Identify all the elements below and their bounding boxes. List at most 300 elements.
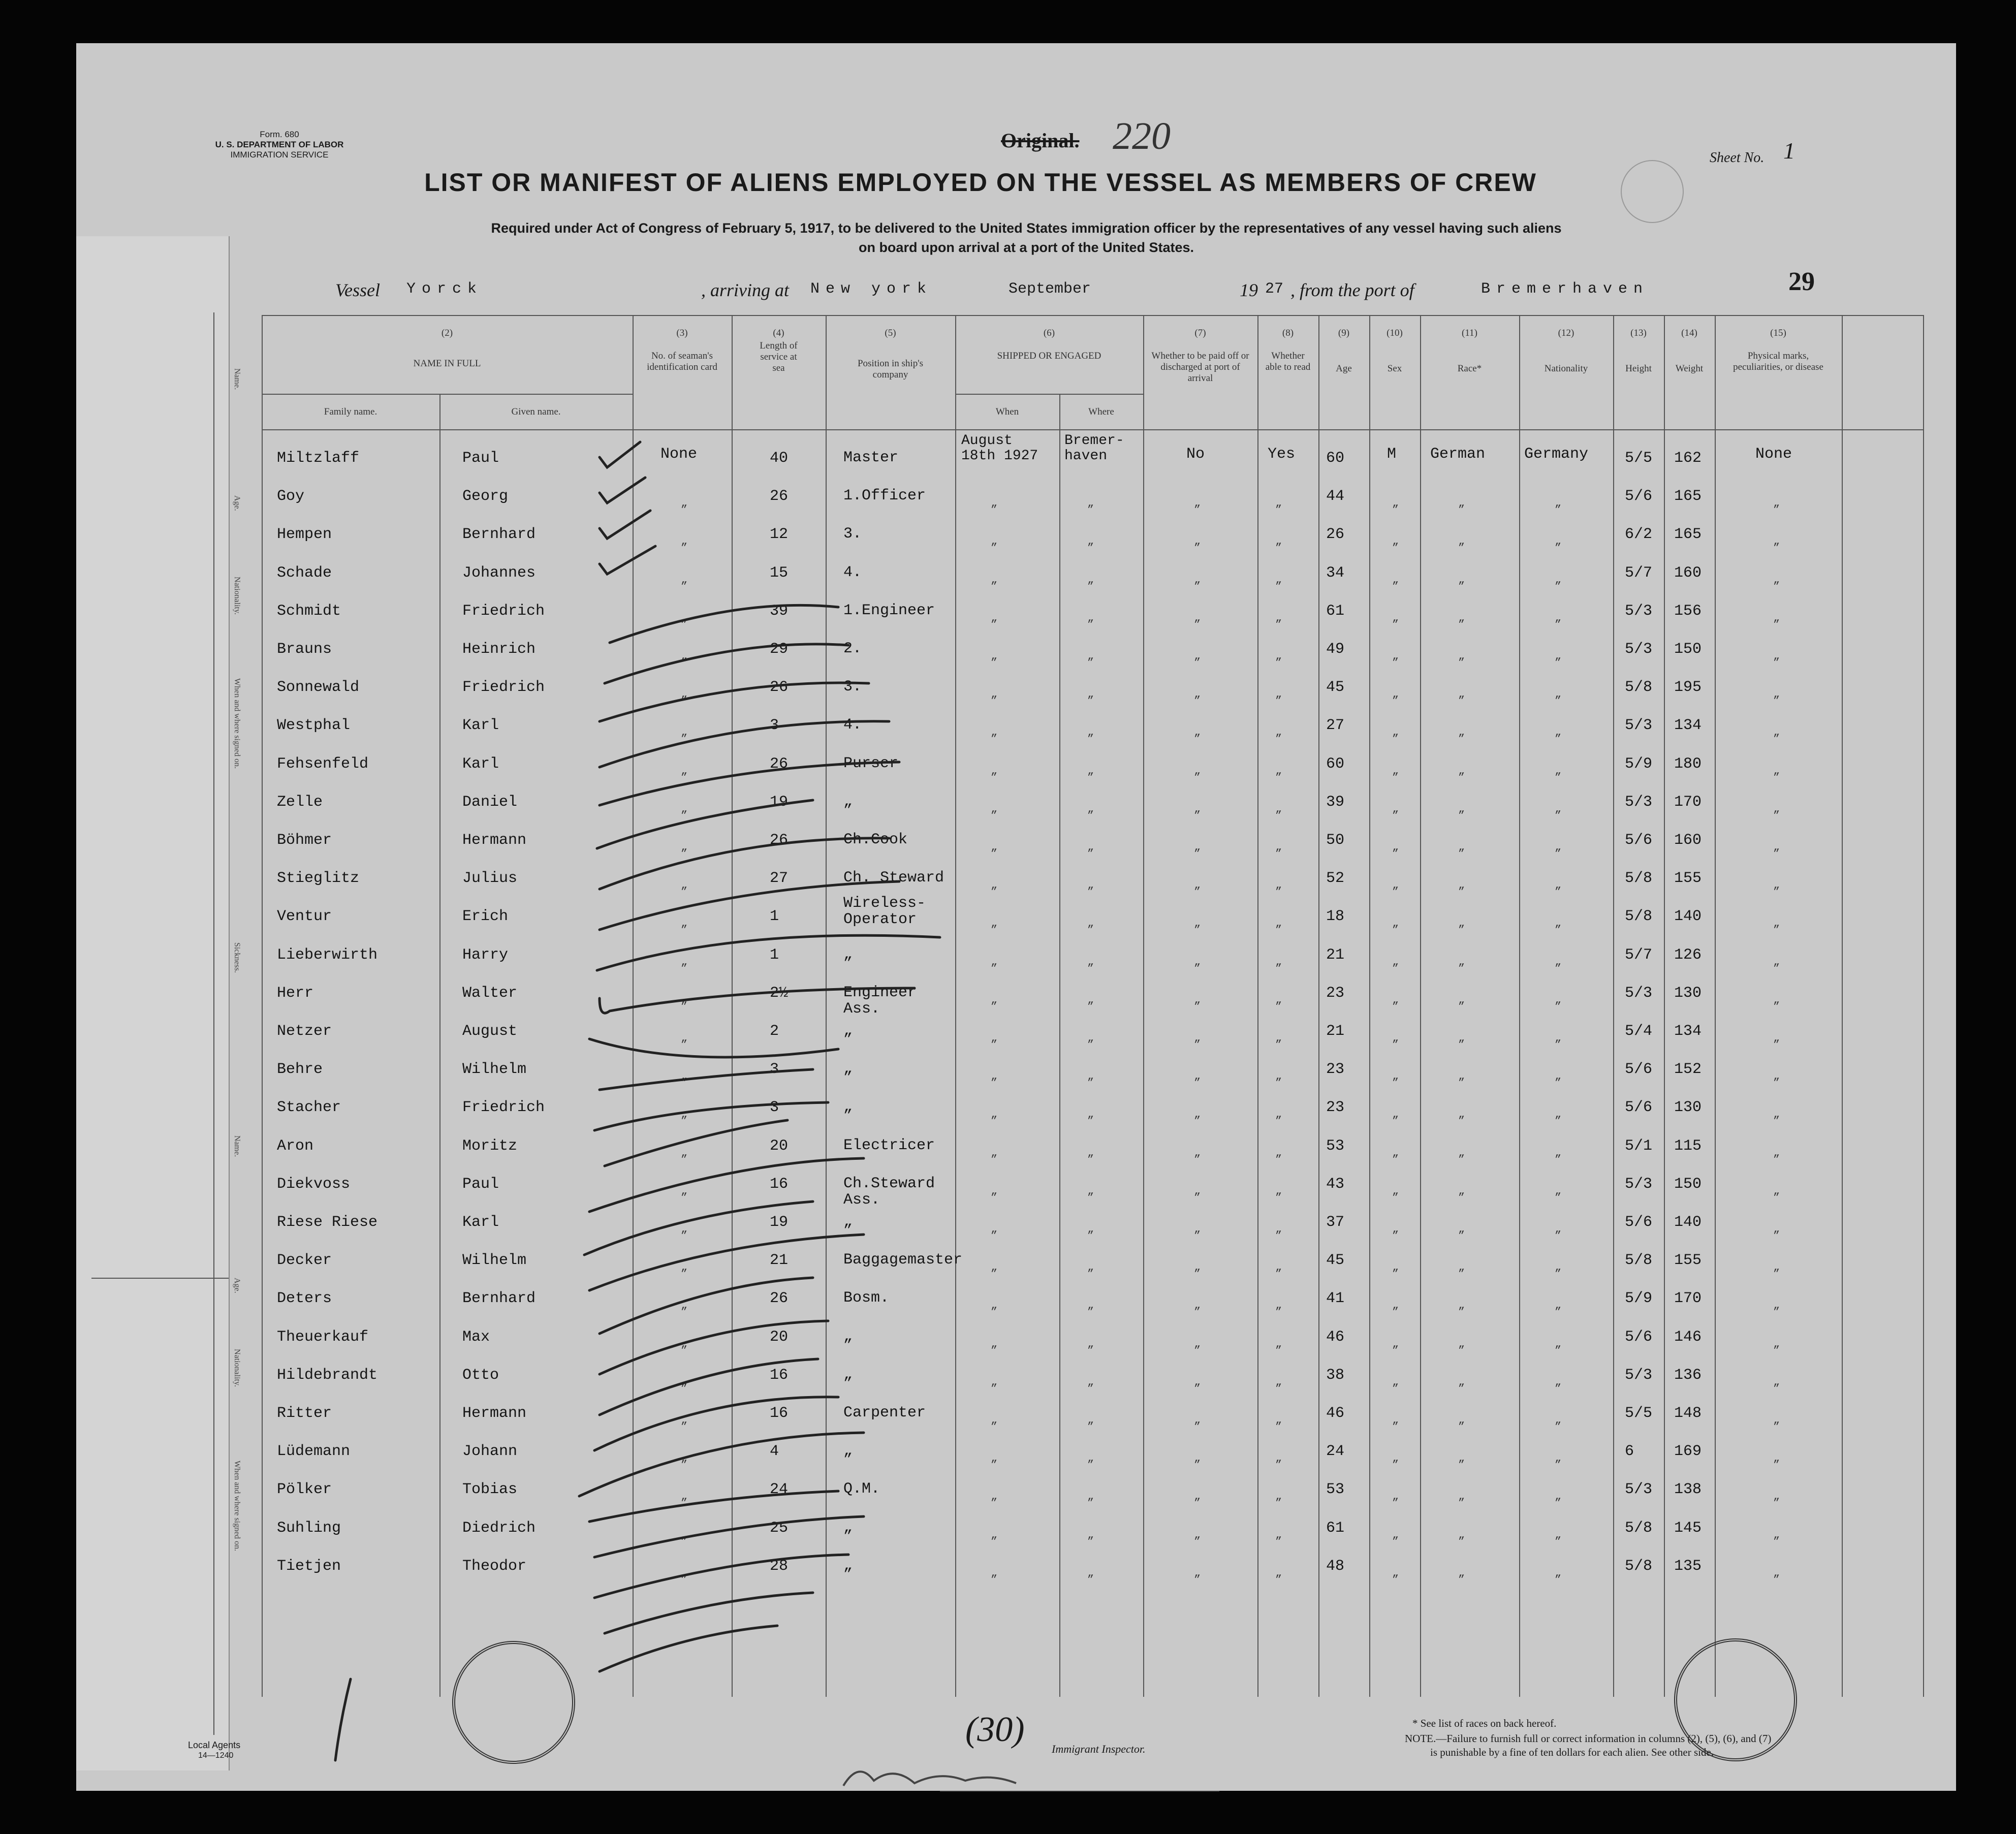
crew-position: Engineer Ass. (843, 984, 917, 1018)
side-label-nationality: Nationality. (233, 577, 241, 615)
ditto-mark: „ (1773, 802, 1780, 815)
ditto-mark: „ (1194, 955, 1201, 968)
ditto-mark: „ (1773, 1414, 1780, 1427)
ditto-mark: „ (1194, 650, 1201, 662)
crew-length: 20 (770, 1328, 789, 1346)
ditto-mark: „ (1555, 1375, 1562, 1388)
crew-weight: 165 (1674, 526, 1702, 544)
ditto-mark: „ (1458, 802, 1465, 815)
crew-given: Max (462, 1328, 490, 1346)
crew-given: Friedrich (462, 1099, 545, 1117)
ditto-mark: „ (1275, 1528, 1282, 1541)
crew-family: Ventur (277, 908, 332, 926)
crew-given: Bernhard (462, 1290, 536, 1308)
ditto-mark: „ (991, 802, 998, 815)
crew-age: 49 (1326, 641, 1345, 658)
col-header-paid-off: Whether to be paid off or discharged at port of arrival (1151, 351, 1249, 384)
ditto-mark: „ (1194, 879, 1201, 892)
ditto-mark: „ (1087, 650, 1094, 662)
ditto-mark: „ (1773, 1184, 1780, 1197)
ditto-mark: „ (1458, 955, 1465, 968)
ditto-mark: „ (1392, 535, 1399, 548)
ditto-mark: „ (1773, 1032, 1780, 1045)
ditto-mark: „ (1087, 1299, 1094, 1312)
inspector-line (940, 1791, 1219, 1792)
ditto-mark: „ (1275, 1566, 1282, 1579)
dept-name: U. S. DEPARTMENT OF LABOR (215, 140, 344, 149)
col-header-race: Race* (1457, 363, 1482, 374)
ditto-mark: „ (991, 1261, 998, 1274)
ditto-mark: „ (1194, 1261, 1201, 1274)
crew-weight: 145 (1674, 1519, 1702, 1537)
ditto-mark: „ (991, 611, 998, 624)
ditto-mark: „ (1275, 497, 1282, 510)
ditto-mark: „ (681, 1032, 688, 1045)
crew-family: Sonnewald (277, 679, 360, 697)
crew-length: 16 (770, 1366, 789, 1384)
crew-length: 26 (770, 679, 789, 697)
ditto-mark: „ (1555, 802, 1562, 815)
page-title: LIST OR MANIFEST OF ALIENS EMPLOYED ON THE VESSEL AS MEMBERS OF CREW (424, 168, 1537, 197)
ditto-mark: „ (1194, 1146, 1201, 1159)
crew-family: Pölker (277, 1481, 332, 1499)
ditto-mark: „ (991, 573, 998, 586)
ditto-mark: „ (1458, 1108, 1465, 1121)
ditto-mark: „ (1194, 802, 1201, 815)
ditto-mark: „ (1458, 650, 1465, 662)
ditto-mark: „ (1275, 1414, 1282, 1427)
col-header-family: Family name. (324, 406, 377, 417)
ditto-mark: „ (991, 1223, 998, 1236)
ditto-mark: „ (1458, 841, 1465, 853)
crew-position: „ (843, 1519, 853, 1536)
ditto-mark: „ (1194, 764, 1201, 777)
ditto-mark: „ (1194, 611, 1201, 624)
ditto-mark: „ (1458, 1566, 1465, 1579)
col-header-nationality: Nationality (1544, 363, 1588, 374)
crew-weight: 135 (1674, 1557, 1702, 1575)
ditto-mark: „ (1555, 1108, 1562, 1121)
crew-length: 26 (770, 755, 789, 773)
crew-length: 39 (770, 602, 789, 620)
ditto-mark: „ (681, 993, 688, 1006)
faint-circle-mark (1621, 160, 1684, 223)
ditto-mark: „ (1555, 841, 1562, 853)
crew-length: 27 (770, 870, 789, 888)
ditto-mark: „ (1194, 1299, 1201, 1312)
ditto-mark: „ (1087, 764, 1094, 777)
ditto-mark: „ (1275, 688, 1282, 701)
ditto-mark: „ (1773, 1452, 1780, 1465)
crew-family: Herr (277, 984, 314, 1002)
ditto-mark: „ (1773, 535, 1780, 548)
ditto-mark: „ (1392, 764, 1399, 777)
col-num-8: (8) (1282, 328, 1294, 338)
crew-position: Ch.Cook (843, 831, 908, 848)
crew-family: Fehsenfeld (277, 755, 369, 773)
crew-length: 19 (770, 1214, 789, 1231)
sheet-label: Sheet No. (1710, 150, 1765, 166)
ditto-mark: „ (1392, 611, 1399, 624)
crew-family: Stieglitz (277, 870, 360, 888)
ditto-mark: „ (681, 1108, 688, 1121)
crew-family: Westphal (277, 717, 351, 735)
crew-weight: 136 (1674, 1366, 1702, 1384)
crew-weight: 162 (1674, 450, 1702, 467)
ditto-mark: „ (1087, 841, 1094, 853)
col-header-weight: Weight (1675, 363, 1704, 374)
ditto-mark: „ (1555, 611, 1562, 624)
col-header-seaman-id: No. of seaman's identification card (647, 351, 717, 372)
crew-age: 53 (1326, 1481, 1345, 1499)
crew-given: Georg (462, 488, 509, 505)
ditto-mark: „ (991, 1375, 998, 1388)
ditto-mark: „ (1194, 1032, 1201, 1045)
ditto-mark: „ (1458, 726, 1465, 739)
crew-family: Böhmer (277, 832, 332, 849)
crew-age: 21 (1326, 1023, 1345, 1040)
col-header-when: When (995, 406, 1019, 417)
crew-position: Ch. Steward (843, 869, 944, 887)
ditto-mark: „ (1275, 1490, 1282, 1503)
crew-age: 41 (1326, 1290, 1345, 1308)
crew-given: Otto (462, 1366, 499, 1384)
crew-given: Johann (462, 1443, 518, 1461)
crew-family: Diekvoss (277, 1175, 351, 1193)
ditto-mark: „ (1555, 497, 1562, 510)
ditto-mark: „ (1275, 993, 1282, 1006)
crew-weight: 148 (1674, 1405, 1702, 1422)
requirement-line-2: on board upon arrival at a port of the United States. (858, 240, 1194, 255)
ditto-mark: „ (1555, 1184, 1562, 1197)
ditto-mark: „ (1458, 1490, 1465, 1503)
ditto-mark: „ (1392, 1452, 1399, 1465)
ditto-mark: „ (1773, 1070, 1780, 1083)
ditto-mark: „ (1458, 1337, 1465, 1350)
ditto-mark: „ (681, 535, 688, 548)
ditto-mark: „ (991, 1452, 998, 1465)
col-num-2: (2) (441, 328, 453, 338)
first-row-when: August 18th 1927 (961, 433, 1038, 464)
col-num-5: (5) (885, 328, 896, 338)
ditto-mark: „ (681, 650, 688, 662)
checkmarks (76, 43, 1956, 1791)
ditto-mark: „ (1773, 1375, 1780, 1388)
ditto-mark: „ (681, 688, 688, 701)
ditto-mark: „ (1392, 1490, 1399, 1503)
crew-length: 26 (770, 1290, 789, 1308)
ditto-mark: „ (1275, 1184, 1282, 1197)
ditto-mark: „ (991, 688, 998, 701)
original-stamp: Original. (1001, 129, 1080, 152)
ditto-mark: „ (1555, 1223, 1562, 1236)
crew-position: Carpenter (843, 1404, 926, 1421)
crew-family: Goy (277, 488, 305, 505)
crew-position: 2. (843, 640, 862, 657)
ditto-mark: „ (1458, 1184, 1465, 1197)
crew-height: 5/3 (1625, 641, 1653, 658)
crew-position: „ (843, 1060, 853, 1078)
crew-position: „ (843, 945, 853, 963)
crew-weight: 152 (1674, 1061, 1702, 1079)
ditto-mark: „ (1773, 1528, 1780, 1541)
ditto-mark: „ (681, 1223, 688, 1236)
crew-position: 1.Engineer (843, 602, 935, 619)
ditto-mark: „ (681, 1070, 688, 1083)
crew-given: Paul (462, 450, 499, 467)
crew-height: 6/2 (1625, 526, 1653, 544)
crew-height: 5/8 (1625, 908, 1653, 926)
crew-family: Zelle (277, 793, 323, 811)
ditto-mark: „ (1275, 955, 1282, 968)
ditto-mark: „ (991, 879, 998, 892)
service-name: IMMIGRATION SERVICE (230, 150, 329, 160)
ditto-mark: „ (1392, 1299, 1399, 1312)
ditto-mark: „ (1087, 1528, 1094, 1541)
crew-length: 26 (770, 488, 789, 505)
ditto-mark: „ (991, 764, 998, 777)
crew-age: 50 (1326, 832, 1345, 849)
crew-age: 60 (1326, 450, 1345, 467)
ditto-mark: „ (681, 1452, 688, 1465)
ditto-mark: „ (1275, 1032, 1282, 1045)
crew-family: Behre (277, 1061, 323, 1079)
ditto-mark: „ (1194, 1184, 1201, 1197)
col-num-4: (4) (773, 328, 784, 338)
crew-weight: 150 (1674, 641, 1702, 658)
ditto-mark: „ (1773, 764, 1780, 777)
ditto-mark: „ (991, 1490, 998, 1503)
ditto-mark: „ (1275, 650, 1282, 662)
crew-length: 1 (770, 908, 779, 926)
crew-weight: 150 (1674, 1175, 1702, 1193)
ditto-mark: „ (1275, 1261, 1282, 1274)
crew-weight: 140 (1674, 1214, 1702, 1231)
crew-family: Lüdemann (277, 1443, 351, 1461)
ditto-mark: „ (1194, 1414, 1201, 1427)
crew-height: 5/6 (1625, 1099, 1653, 1117)
ditto-mark: „ (681, 497, 688, 510)
crew-family: Lieberwirth (277, 946, 378, 964)
col-num-12: (12) (1558, 328, 1574, 338)
ditto-mark: „ (991, 497, 998, 510)
crew-given: Walter (462, 984, 518, 1002)
ditto-mark: „ (1458, 688, 1465, 701)
ditto-mark: „ (1194, 1566, 1201, 1579)
col-num-3: (3) (676, 328, 688, 338)
original-number: 220 (1113, 115, 1171, 157)
crew-position: Ch.Steward Ass. (843, 1175, 935, 1209)
crew-given: Karl (462, 1214, 499, 1231)
ditto-mark: „ (1087, 1070, 1094, 1083)
crew-age: 61 (1326, 1519, 1345, 1537)
crew-family: Miltzlaff (277, 450, 360, 467)
fine-note-1: NOTE.—Failure to furnish full or correct information in columns (2), (5), (6), and (7) (1405, 1732, 1772, 1745)
crew-weight: 155 (1674, 870, 1702, 888)
ditto-mark: „ (1275, 1070, 1282, 1083)
crew-position: 1.Officer (843, 487, 926, 505)
ditto-mark: „ (991, 1414, 998, 1427)
crew-position: „ (843, 1557, 853, 1574)
crew-position: Electricer (843, 1136, 935, 1154)
col-header-given: Given name. (511, 406, 561, 417)
ditto-mark: „ (1275, 841, 1282, 853)
ditto-mark: „ (991, 650, 998, 662)
crew-weight: 160 (1674, 832, 1702, 849)
ditto-mark: „ (1392, 497, 1399, 510)
ditto-mark: „ (1392, 1566, 1399, 1579)
crew-age: 26 (1326, 526, 1345, 544)
ditto-mark: „ (681, 1566, 688, 1579)
ditto-mark: „ (1087, 1184, 1094, 1197)
crew-position: 4. (843, 563, 862, 581)
ditto-mark: „ (1458, 1223, 1465, 1236)
arrival-year: 27 (1265, 280, 1284, 298)
ditto-mark: „ (991, 1337, 998, 1350)
ditto-mark: „ (1555, 1528, 1562, 1541)
ditto-mark: „ (1773, 955, 1780, 968)
ditto-mark: „ (1458, 497, 1465, 510)
ditto-mark: „ (681, 879, 688, 892)
ditto-mark: „ (1458, 611, 1465, 624)
crew-height: 5/3 (1625, 793, 1653, 811)
col-header-where: Where (1088, 406, 1114, 417)
ditto-mark: „ (1555, 650, 1562, 662)
crew-position: 4. (843, 716, 862, 734)
ditto-mark: „ (1458, 764, 1465, 777)
ditto-mark: „ (1773, 1337, 1780, 1350)
ditto-mark: „ (1555, 1070, 1562, 1083)
ditto-mark: „ (1194, 1108, 1201, 1121)
crew-position: „ (843, 793, 853, 810)
ditto-mark: „ (1194, 1375, 1201, 1388)
crew-age: 23 (1326, 1099, 1345, 1117)
ditto-mark: „ (681, 841, 688, 853)
crew-age: 46 (1326, 1328, 1345, 1346)
ditto-mark: „ (1087, 1146, 1094, 1159)
crew-family: Hempen (277, 526, 332, 544)
ditto-mark: „ (1458, 1375, 1465, 1388)
crew-height: 5/9 (1625, 1290, 1653, 1308)
crew-length: 24 (770, 1481, 789, 1499)
crew-weight: 130 (1674, 1099, 1702, 1117)
side-label-nationality-2: Nationality. (233, 1349, 241, 1387)
ditto-mark: „ (1555, 1337, 1562, 1350)
col-num-13: (13) (1630, 328, 1647, 338)
crew-given: Julius (462, 870, 518, 888)
ditto-mark: „ (1275, 764, 1282, 777)
ditto-mark: „ (1392, 1375, 1399, 1388)
ditto-mark: „ (1194, 497, 1201, 510)
crew-position: 3. (843, 525, 862, 543)
crew-weight: 160 (1674, 564, 1702, 582)
crew-age: 18 (1326, 908, 1345, 926)
crew-given: Harry (462, 946, 509, 964)
crew-position: „ (843, 1327, 853, 1345)
sheet-number: 1 (1783, 138, 1795, 164)
ditto-mark: „ (1555, 1566, 1562, 1579)
vessel-name: Yorck (406, 280, 483, 298)
ditto-mark: „ (1194, 917, 1201, 930)
ditto-mark: „ (681, 1528, 688, 1541)
crew-height: 5/7 (1625, 564, 1653, 582)
ditto-mark: „ (1773, 1566, 1780, 1579)
ditto-mark: „ (1773, 688, 1780, 701)
col-header-age: Age (1336, 363, 1352, 374)
year-label: 19 (1240, 280, 1258, 300)
ditto-mark: „ (991, 1032, 998, 1045)
ditto-mark: „ (1275, 1108, 1282, 1121)
ditto-mark: „ (1087, 535, 1094, 548)
ditto-mark: „ (1555, 993, 1562, 1006)
crew-height: 5/6 (1625, 1328, 1653, 1346)
ditto-mark: „ (1275, 1452, 1282, 1465)
ditto-mark: „ (1194, 1223, 1201, 1236)
ditto-mark: „ (1194, 993, 1201, 1006)
ditto-mark: „ (681, 1261, 688, 1274)
ditto-mark: „ (1458, 1070, 1465, 1083)
crew-length: 15 (770, 564, 789, 582)
crew-family: Stacher (277, 1099, 341, 1117)
crew-height: 5/4 (1625, 1023, 1653, 1040)
crew-given: Wilhelm (462, 1252, 527, 1270)
crew-position: „ (843, 1098, 853, 1116)
ditto-mark: „ (1458, 1261, 1465, 1274)
ditto-mark: „ (681, 1184, 688, 1197)
crew-length: 16 (770, 1175, 789, 1193)
ditto-mark: „ (681, 726, 688, 739)
ditto-mark: „ (1555, 573, 1562, 586)
ditto-mark: „ (1275, 802, 1282, 815)
crew-height: 5/8 (1625, 870, 1653, 888)
ditto-mark: „ (1392, 650, 1399, 662)
crew-weight: 134 (1674, 717, 1702, 735)
crew-length: 3 (770, 1099, 779, 1117)
ditto-mark: „ (1194, 535, 1201, 548)
ditto-mark: „ (1392, 1032, 1399, 1045)
ditto-mark: „ (681, 764, 688, 777)
crew-position: Purser (843, 754, 899, 772)
ditto-mark: „ (1458, 1528, 1465, 1541)
form-number: Form. 680 (260, 130, 299, 139)
crew-age: 45 (1326, 1252, 1345, 1270)
ditto-mark: „ (991, 1146, 998, 1159)
crew-height: 6 (1625, 1443, 1634, 1461)
consulate-seal-left (452, 1641, 575, 1764)
ditto-mark: „ (1458, 1299, 1465, 1312)
crew-length: 21 (770, 1252, 789, 1270)
crew-length: 3 (770, 1061, 779, 1079)
crew-given: Paul (462, 1175, 499, 1193)
crew-family: Schmidt (277, 602, 341, 620)
crew-height: 5/6 (1625, 1214, 1653, 1231)
ditto-mark: „ (681, 1146, 688, 1159)
crew-age: 24 (1326, 1443, 1345, 1461)
ditto-mark: „ (1555, 879, 1562, 892)
ditto-mark: „ (1555, 764, 1562, 777)
crew-weight: 134 (1674, 1023, 1702, 1040)
crew-length: 12 (770, 526, 789, 544)
crew-age: 21 (1326, 946, 1345, 964)
requirement-line-1: Required under Act of Congress of February 5, 1917, to be delivered to the United States immigration officer by the representatives of any vessel having such aliens (491, 220, 1562, 236)
ditto-mark: „ (681, 802, 688, 815)
crew-weight: 126 (1674, 946, 1702, 964)
crew-family: Netzer (277, 1023, 332, 1040)
crew-position: Bosm. (843, 1289, 890, 1307)
ditto-mark: „ (1392, 841, 1399, 853)
ditto-mark: „ (1458, 1146, 1465, 1159)
crew-height: 5/3 (1625, 1175, 1653, 1193)
